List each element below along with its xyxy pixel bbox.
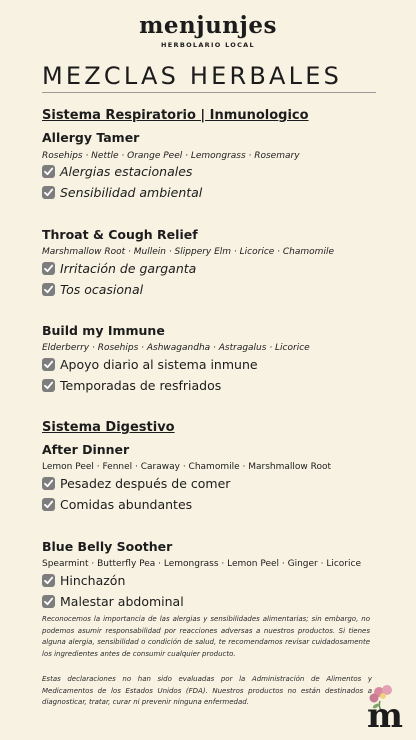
benefit-item <box>42 185 202 200</box>
check-mark-icon <box>42 498 55 511</box>
ingredients-build-my-immune: Elderberry · Rosehips · Ashwagandha · Astragalus · Licorice <box>42 343 310 353</box>
benefit-item <box>42 164 192 179</box>
logo-letter: m <box>367 696 403 729</box>
benefit-text: Temporadas de resfriados <box>60 378 222 393</box>
benefit-item <box>42 378 221 393</box>
check-mark-icon <box>42 165 55 178</box>
benefit-text: Malestar abdominal <box>60 594 184 609</box>
product-name-blue-belly-soother: Blue Belly Soother <box>42 539 173 554</box>
benefit-item <box>42 497 192 512</box>
fda-disclaimer: Estas declaraciones no han sido evaluadas por la Administración de Alimentos y Medicamentos de los Estados Unidos (FDA). Nuestros productos no están destinados a diagnosticar, tratar, curar ni prevenir ninguna enfermedad. <box>42 675 372 706</box>
ingredients-after-dinner: Lemon Peel · Fennel · Caraway · Chamomile · Marshmallow Root <box>42 462 331 472</box>
title-divider <box>42 92 376 93</box>
benefit-item <box>42 357 258 372</box>
check-mark-icon <box>42 262 55 275</box>
check-mark-icon <box>42 379 55 392</box>
brand-header <box>0 12 416 49</box>
product-name-allergy-tamer: Allergy Tamer <box>42 130 140 145</box>
check-mark-icon <box>42 186 55 199</box>
benefit-text: Tos ocasional <box>60 282 144 297</box>
ingredients-allergy-tamer: Rosehips · Nettle · Orange Peel · Lemongrass · Rosemary <box>42 151 300 161</box>
brand-name: menjunjes <box>139 12 277 39</box>
check-mark-icon <box>42 477 55 490</box>
benefit-item <box>42 261 196 276</box>
benefit-text: Sensibilidad ambiental <box>60 185 203 200</box>
product-name-build-my-immune: Build my Immune <box>42 323 165 338</box>
section-heading-respiratory: Sistema Respiratorio | Inmunologico <box>42 108 309 123</box>
benefit-text: Alergias estacionales <box>60 164 193 179</box>
allergy-disclaimer: Reconocemos la importancia de las alergias y sensibilidades alimentarias; sin embargo, no podemos asumir responsabilidad por reacciones adversas a nuestros productos. Si tienes alguna alergia, sensibilidad o condición de salud, te recomendamos revisar cuidadosamente los ingredientes antes de consumir cualquier producto. <box>42 615 370 658</box>
benefit-text: Comidas abundantes <box>60 497 193 512</box>
check-mark-icon <box>42 574 55 587</box>
brand-subtitle: HERBOLARIO LOCAL <box>161 41 255 49</box>
check-mark-icon <box>42 283 55 296</box>
product-name-throat-cough-relief: Throat & Cough Relief <box>42 227 198 242</box>
page-title: MEZCLAS HERBALES <box>42 62 343 90</box>
check-mark-icon <box>42 595 55 608</box>
flower-m-logo-icon <box>360 683 410 729</box>
benefit-text: Hinchazón <box>60 573 126 588</box>
section-heading-digestive: Sistema Digestivo <box>42 420 175 435</box>
ingredients-throat-cough-relief: Marshmallow Root · Mullein · Slippery Elm · Licorice · Chamomile <box>42 247 334 257</box>
benefit-item <box>42 594 184 609</box>
benefit-text: Pesadez después de comer <box>60 476 231 491</box>
benefit-item <box>42 573 125 588</box>
benefit-text: Irritación de garganta <box>60 261 197 276</box>
check-mark-icon <box>42 358 55 371</box>
benefit-item <box>42 476 230 491</box>
product-name-after-dinner: After Dinner <box>42 442 130 457</box>
benefit-item <box>42 282 143 297</box>
benefit-text: Apoyo diario al sistema inmune <box>60 357 258 372</box>
ingredients-blue-belly-soother: Spearmint · Butterfly Pea · Lemongrass · Lemon Peel · Ginger · Licorice <box>42 559 361 569</box>
